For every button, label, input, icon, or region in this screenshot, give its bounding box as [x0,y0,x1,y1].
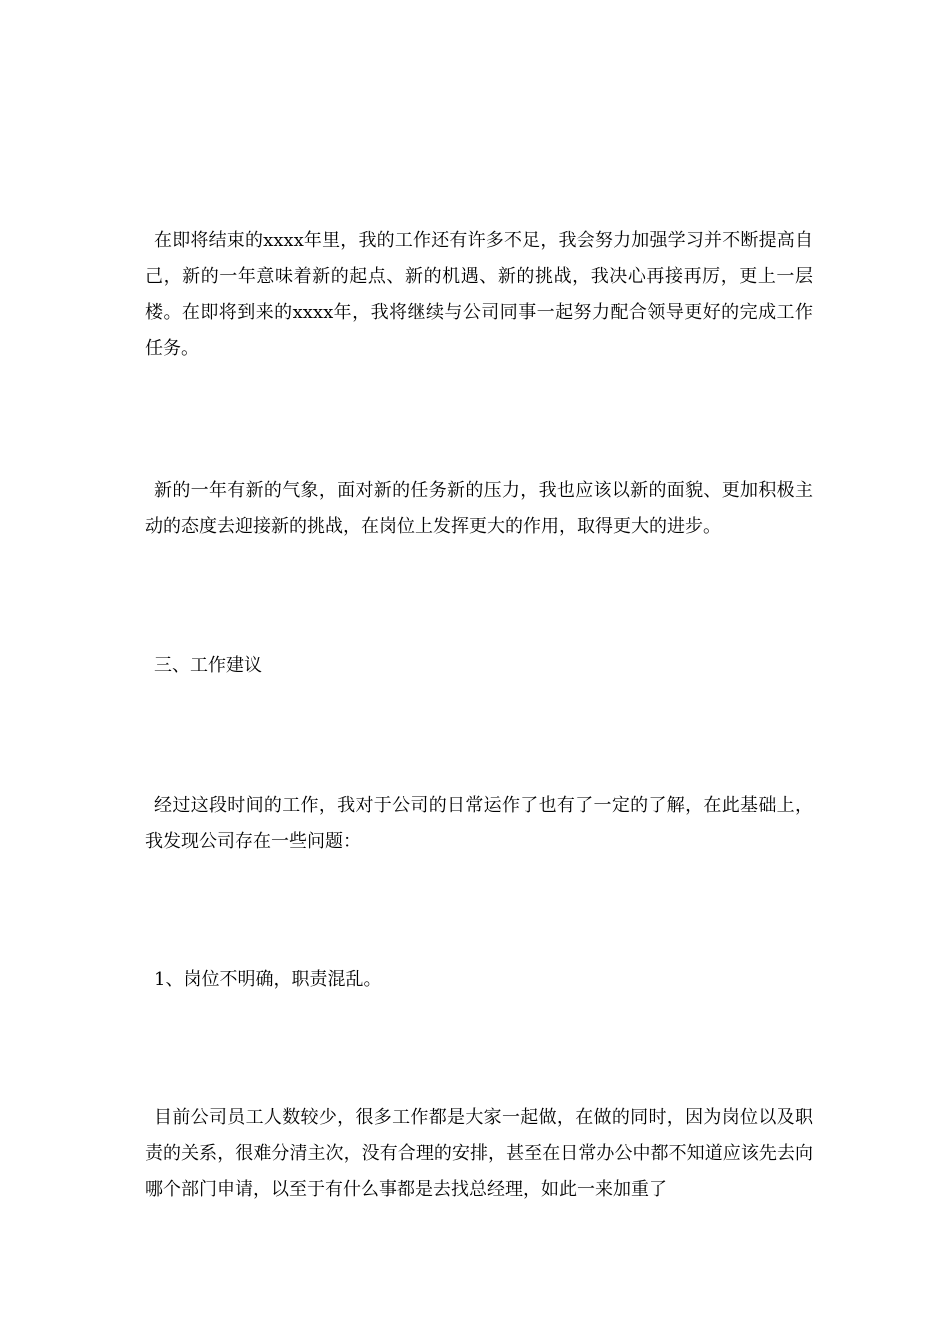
paragraph-year-summary: 在即将结束的xxxx年里，我的工作还有许多不足，我会努力加强学习并不断提高自己，新的一年意味着新的起点、新的机遇、新的挑战，我决心再接再厉，更上一层楼。在即将到来的xxxx年，我将继续与公司同事一起努力配合领导更好的完成工作任务。 [145,230,813,359]
paragraph-staffing-details: 目前公司员工人数较少，很多工作都是大家一起做，在做的同时，因为岗位以及职责的关系，很难分清主次，没有合理的安排，甚至在日常办公中都不知道应该先去向哪个部门申请，以至于有什么事都是去找总经理，如此一来加重了 [145,1107,813,1200]
paragraph-company-issues-intro: 经过这段时间的工作，我对于公司的日常运作了也有了一定的了解，在此基础上，我发现公司存在一些问题： [145,795,813,852]
list-item-unclear-positions: 1、岗位不明确，职责混乱。 [154,969,382,990]
paragraph-new-year-outlook: 新的一年有新的气象，面对新的任务新的压力，我也应该以新的面貌、更加积极主动的态度去迎接新的挑战，在岗位上发挥更大的作用，取得更大的进步。 [145,480,813,537]
section-heading-work-suggestions: 三、工作建议 [154,655,262,676]
